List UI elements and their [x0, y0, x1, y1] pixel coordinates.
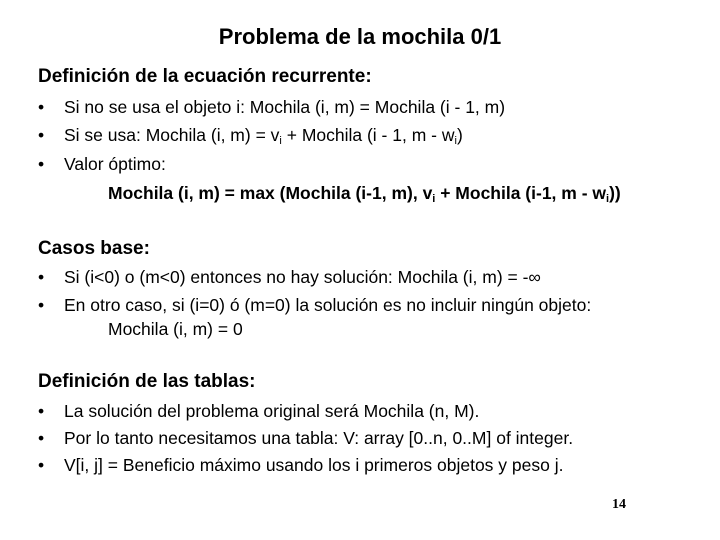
- bullet-item: [38, 266, 541, 288]
- bullet-text: Por lo tanto necesitamos una tabla: V: array [0..n, 0..M] of integer.: [64, 428, 574, 448]
- base-case-formula: Mochila (i, m) = 0: [108, 319, 243, 339]
- bullet-text: Valor óptimo:: [64, 154, 166, 174]
- section-heading-tables: Definición de las tablas:: [38, 371, 256, 392]
- bullet-dot: •: [38, 455, 45, 475]
- slide-title: Problema de la mochila 0/1: [218, 24, 502, 49]
- bullet-dot: •: [38, 267, 45, 287]
- bullet-dot: •: [38, 154, 45, 174]
- bullet-item: [38, 427, 573, 449]
- bullet-text: Si se usa: Mochila (i, $m) = v_i$ + Mochila (i - 1, m - $w_i$): [64, 125, 463, 147]
- bullet-text: La solución del problema original será Mochila (n, M).: [64, 401, 480, 421]
- bullet-item: [38, 454, 563, 476]
- section-heading-recurrence: Definición de la ecuación recurrente:: [38, 66, 372, 87]
- bullet-text: V[i, j] = Beneficio máximo usando los i primeros objetos y peso j.: [64, 455, 564, 475]
- section-heading-base-cases: Casos base:: [38, 238, 150, 259]
- bullet-item: [38, 294, 591, 316]
- bullet-dot: •: [38, 295, 45, 315]
- page-number: 14: [612, 497, 626, 512]
- bullet-text: Si (i<0) o (m<0) entonces no hay solución: Mochila (i, m) = -∞: [64, 267, 541, 287]
- bullet-text: Si no se usa el objeto i: Mochila (i, m) = Mochila (i - 1, m): [64, 97, 506, 117]
- optimal-value-formula: Mochila (i, m) = max (Mochila (i-1, m), $v_i$ + Mochila (i-1, m - $w_i$)): [108, 183, 621, 205]
- bullet-item: [38, 96, 505, 118]
- bullet-dot: •: [38, 401, 45, 421]
- bullet-dot: •: [38, 125, 45, 145]
- bullet-item: [38, 153, 166, 175]
- bullet-item: [38, 400, 479, 422]
- bullet-item: [38, 124, 463, 146]
- bullet-text: En otro caso, si (i=0) ó (m=0) la solución es no incluir ningún objeto:: [64, 295, 592, 315]
- bullet-dot: •: [38, 97, 45, 117]
- bullet-dot: •: [38, 428, 45, 448]
